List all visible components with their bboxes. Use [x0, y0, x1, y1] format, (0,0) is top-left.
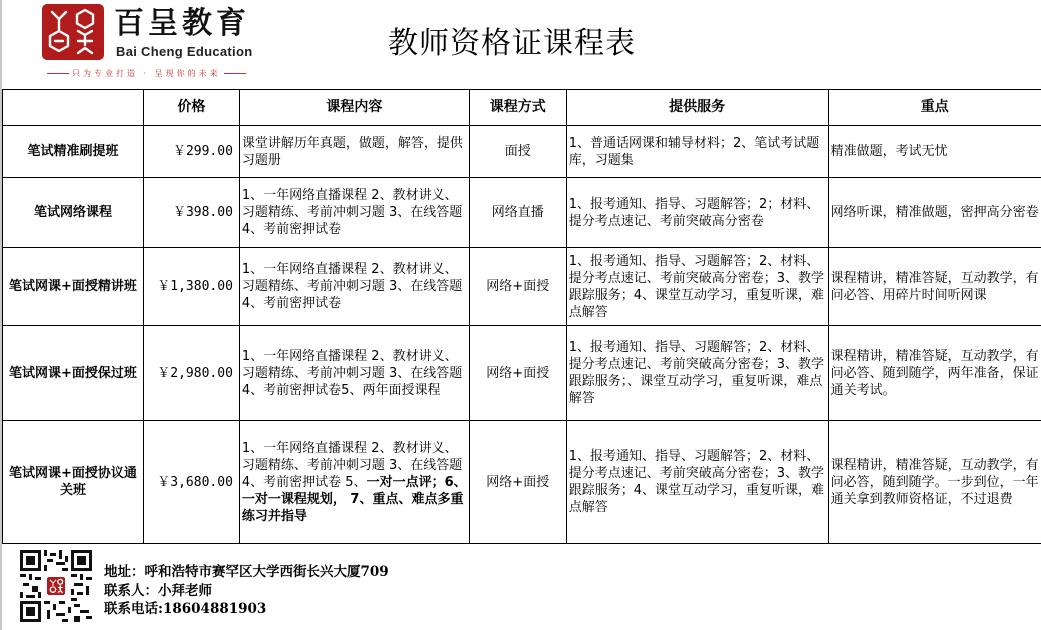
course-services: 1、报考通知、指导、习题解答；2、材料、提分考点速记、考前突破高分密卷；3、教学跟踪服务；4、课堂互动学习，重复听课，难点解答 [566, 421, 828, 544]
course-price: ￥1,380.00 [143, 248, 239, 326]
course-price: ￥2,980.00 [143, 326, 239, 421]
header-method: 课程方式 [469, 90, 566, 126]
course-price: ￥3,680.00 [143, 421, 239, 544]
course-focus: 课程精讲，精准答疑，互动教学，有问必答、随到随学，两年准备，保证通关考试。 [828, 326, 1041, 421]
course-content: 1、一年网络直播课程 2、教材讲义、习题精练、考前冲刺习题 3、在线答题 4、考前密押试卷5、两年面授课程 [239, 326, 469, 421]
header-services: 提供服务 [566, 90, 828, 126]
course-method: 网络+面授 [469, 248, 566, 326]
contact-address: 地址：呼和浩特市赛罕区大学西街长兴大厦709 [104, 564, 389, 580]
table-row [3, 421, 1041, 544]
brand-name-cn: 百呈教育 [114, 6, 250, 41]
course-price: ￥299.00 [143, 126, 239, 178]
course-name: 笔试网络课程 [3, 178, 144, 248]
contact-person: 联系人：小拜老师 [104, 582, 212, 599]
contact-phone: 联系电话:18604881903 [104, 601, 267, 617]
course-content: 1、一年网络直播课程 2、教材讲义、习题精练、考前冲刺习题 3、在线答题4、考前密押试卷 [239, 178, 469, 248]
course-schedule-table [2, 89, 1041, 544]
course-content: 1、一年网络直播课程 2、教材讲义、习题精练、考前冲刺习题 3、在线答题4、考前密押试卷 [239, 248, 469, 326]
contact-info [104, 563, 389, 619]
course-name: 笔试精准刷提班 [3, 126, 144, 178]
qr-code-icon [20, 550, 92, 622]
table-row [3, 126, 1041, 178]
table-row [3, 326, 1041, 421]
table-row [3, 178, 1041, 248]
page-header [0, 0, 1041, 89]
course-services: 1、报考通知、指导、习题解答；2、材料、提分考点速记、考前突破高分密卷；3、教学跟踪服务；4、课堂互动学习，重复听课，难点解答 [566, 248, 828, 326]
course-services: 1、报考通知、指导、习题解答；2、材料、提分考点速记、考前突破高分密卷；3、教学跟踪服务；、课堂互动学习，重复听课，难点解答 [566, 326, 828, 421]
slogan-dash-right [224, 73, 246, 74]
course-content-regular: 1、一年网络直播课程 2、教材讲义、习题精练、考前冲刺习题 3、在线答题 4、考前密押试卷 5、 [241, 440, 463, 490]
table-header-row [3, 90, 1041, 126]
contact-footer [0, 545, 1041, 630]
course-name: 笔试网课+面授协议通关班 [3, 421, 144, 544]
table-row [3, 248, 1041, 326]
course-method: 网络+面授 [469, 421, 566, 544]
course-focus: 精准做题，考试无忧 [828, 126, 1041, 178]
course-content: 课堂讲解历年真题，做题，解答，提供习题册 [239, 126, 469, 178]
course-services: 1、普通话网课和辅导材料；2、笔试考试题库，习题集 [566, 126, 828, 178]
slogan-text: 只为专业打造 · 呈现你的未来 [72, 69, 221, 78]
header-price: 价格 [143, 90, 239, 126]
brand-slogan [44, 68, 249, 79]
course-focus: 课程精讲，精准答疑，互动教学，有问必答，随到随学。一步到位，一年通关拿到教师资格证，不过退费 [828, 421, 1041, 544]
header-course-name [3, 90, 144, 126]
course-name: 笔试网课+面授精讲班 [3, 248, 144, 326]
brand-name-en: Bai Cheng Education [116, 44, 253, 59]
course-content [239, 421, 469, 544]
course-name: 笔试网课+面授保过班 [3, 326, 144, 421]
header-content: 课程内容 [239, 90, 469, 126]
course-services: 1、报考通知、指导、习题解答；2；材料、提分考点速记、考前突破高分密卷 [566, 178, 828, 248]
course-method: 网络直播 [469, 178, 566, 248]
course-content-highlight: 一对一点评；6、一对一课程规划， 7、重点、难点多重练习并指导 [241, 474, 467, 524]
course-price: ￥398.00 [143, 178, 239, 248]
brand-logo-icon [42, 4, 104, 60]
course-focus: 课程精讲，精准答疑，互动教学，有问必答、用碎片时间听网课 [828, 248, 1041, 326]
course-focus: 网络听课，精准做题，密押高分密卷 [828, 178, 1041, 248]
slogan-dash-left [47, 73, 69, 74]
page-title: 教师资格证课程表 [388, 26, 636, 61]
header-focus: 重点 [828, 90, 1041, 126]
course-method: 网络+面授 [469, 326, 566, 421]
course-method: 面授 [469, 126, 566, 178]
